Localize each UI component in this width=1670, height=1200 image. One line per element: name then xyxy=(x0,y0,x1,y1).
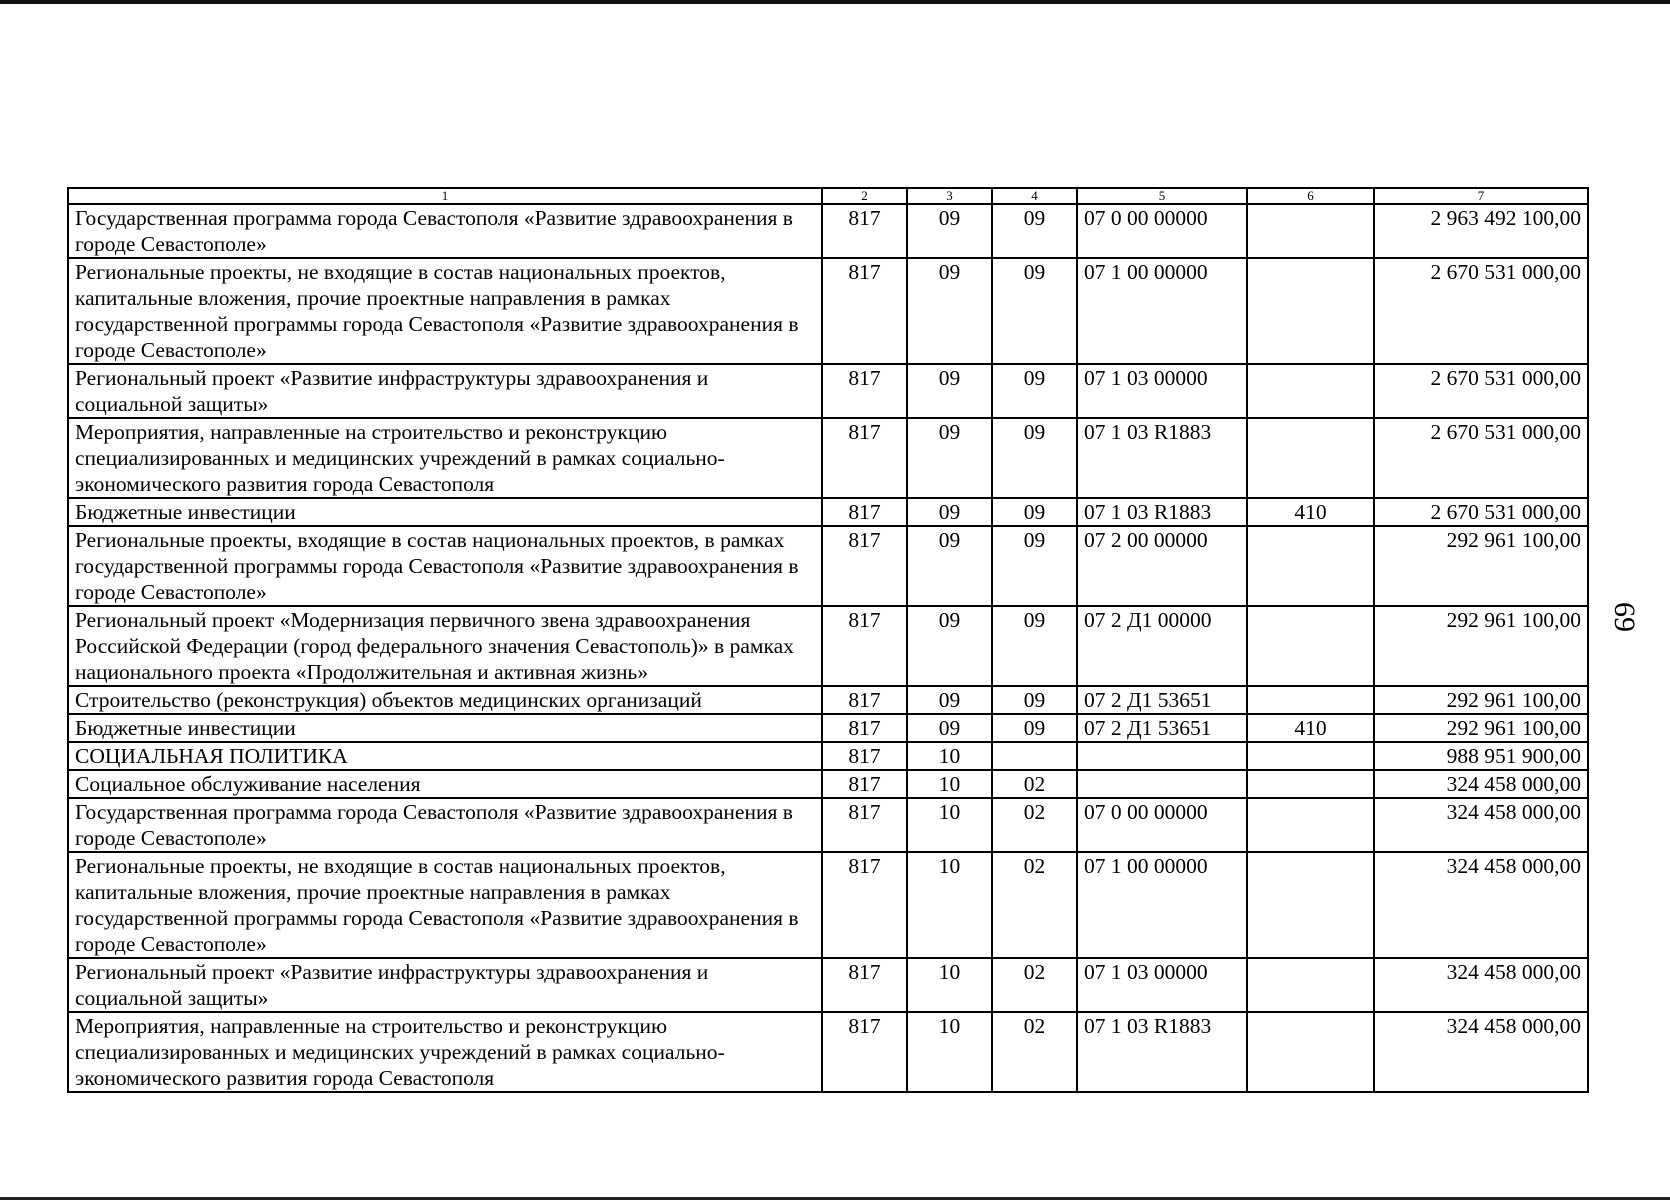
row-name-cell: Строительство (реконструкция) объектов медицинских организаций xyxy=(68,686,822,714)
row-name-cell: Региональный проект «Развитие инфраструктуры здравоохранения и социальной защиты» xyxy=(68,364,822,418)
target-article-cell xyxy=(1077,770,1247,798)
target-article-cell: 07 2 Д1 00000 xyxy=(1077,606,1247,686)
grbs-code-cell: 817 xyxy=(822,418,907,498)
subsection-code-cell: 09 xyxy=(992,714,1077,742)
row-name-cell: Бюджетные инвестиции xyxy=(68,714,822,742)
expense-type-cell xyxy=(1247,770,1374,798)
target-article-cell: 07 1 03 R1883 xyxy=(1077,418,1247,498)
table-row xyxy=(68,1012,1588,1092)
amount-cell: 2 670 531 000,00 xyxy=(1374,364,1588,418)
table-row xyxy=(68,364,1588,418)
grbs-code-cell: 817 xyxy=(822,606,907,686)
amount-cell: 2 963 492 100,00 xyxy=(1374,204,1588,258)
grbs-code-cell: 817 xyxy=(822,258,907,364)
amount-cell: 2 670 531 000,00 xyxy=(1374,258,1588,364)
subsection-code-cell: 09 xyxy=(992,526,1077,606)
column-number: 7 xyxy=(1374,188,1588,204)
budget-table xyxy=(67,187,1589,1093)
target-article-cell: 07 1 03 00000 xyxy=(1077,958,1247,1012)
amount-cell: 292 961 100,00 xyxy=(1374,526,1588,606)
column-number: 6 xyxy=(1247,188,1374,204)
grbs-code-cell: 817 xyxy=(822,770,907,798)
section-code-cell: 09 xyxy=(907,418,992,498)
amount-cell: 2 670 531 000,00 xyxy=(1374,498,1588,526)
expense-type-cell xyxy=(1247,798,1374,852)
subsection-code-cell: 09 xyxy=(992,498,1077,526)
column-number: 2 xyxy=(822,188,907,204)
table-row xyxy=(68,852,1588,958)
table-row xyxy=(68,686,1588,714)
column-number: 5 xyxy=(1077,188,1247,204)
subsection-code-cell: 09 xyxy=(992,418,1077,498)
amount-cell: 324 458 000,00 xyxy=(1374,770,1588,798)
section-code-cell: 09 xyxy=(907,204,992,258)
section-code-cell: 10 xyxy=(907,852,992,958)
row-name-cell: Региональные проекты, не входящие в состав национальных проектов, капитальные вложения, прочие проектные направления в рамках государственной программы города Севастополя «Развитие здравоохранения в городе Севастополе» xyxy=(68,852,822,958)
section-code-cell: 09 xyxy=(907,714,992,742)
expense-type-cell xyxy=(1247,1012,1374,1092)
table-row xyxy=(68,418,1588,498)
target-article-cell: 07 2 00 00000 xyxy=(1077,526,1247,606)
subsection-code-cell: 02 xyxy=(992,770,1077,798)
section-code-cell: 09 xyxy=(907,364,992,418)
target-article-cell xyxy=(1077,742,1247,770)
table-body xyxy=(68,188,1588,1092)
expense-type-cell xyxy=(1247,958,1374,1012)
grbs-code-cell: 817 xyxy=(822,714,907,742)
section-code-cell: 09 xyxy=(907,686,992,714)
amount-cell: 292 961 100,00 xyxy=(1374,714,1588,742)
column-number: 4 xyxy=(992,188,1077,204)
row-name-cell: Региональный проект «Модернизация первичного звена здравоохранения Российской Федерации (город федерального значения Севастополь)» в рамках национального проекта «Продолжительная и активная жизнь» xyxy=(68,606,822,686)
column-number: 1 xyxy=(68,188,822,204)
target-article-cell: 07 2 Д1 53651 xyxy=(1077,714,1247,742)
amount-cell: 324 458 000,00 xyxy=(1374,958,1588,1012)
scan-edge-top xyxy=(0,0,1670,4)
row-name-cell: Государственная программа города Севастополя «Развитие здравоохранения в городе Севастополе» xyxy=(68,204,822,258)
table-row xyxy=(68,742,1588,770)
expense-type-cell xyxy=(1247,852,1374,958)
expense-type-cell xyxy=(1247,364,1374,418)
expense-type-cell: 410 xyxy=(1247,714,1374,742)
row-name-cell: Региональные проекты, не входящие в состав национальных проектов, капитальные вложения, прочие проектные направления в рамках государственной программы города Севастополя «Развитие здравоохранения в городе Севастополе» xyxy=(68,258,822,364)
expense-type-cell xyxy=(1247,526,1374,606)
row-name-cell: Региональный проект «Развитие инфраструктуры здравоохранения и социальной защиты» xyxy=(68,958,822,1012)
row-name-cell: СОЦИАЛЬНАЯ ПОЛИТИКА xyxy=(68,742,822,770)
grbs-code-cell: 817 xyxy=(822,364,907,418)
table-row xyxy=(68,204,1588,258)
target-article-cell: 07 1 03 00000 xyxy=(1077,364,1247,418)
subsection-code-cell: 02 xyxy=(992,1012,1077,1092)
target-article-cell: 07 0 00 00000 xyxy=(1077,204,1247,258)
section-code-cell: 10 xyxy=(907,1012,992,1092)
expense-type-cell xyxy=(1247,418,1374,498)
expense-type-cell xyxy=(1247,204,1374,258)
grbs-code-cell: 817 xyxy=(822,526,907,606)
target-article-cell: 07 2 Д1 53651 xyxy=(1077,686,1247,714)
section-code-cell: 10 xyxy=(907,770,992,798)
row-name-cell: Мероприятия, направленные на строительство и реконструкцию специализированных и медицинских учреждений в рамках социально-экономического развития города Севастополя xyxy=(68,418,822,498)
grbs-code-cell: 817 xyxy=(822,1012,907,1092)
table-row xyxy=(68,770,1588,798)
section-code-cell: 09 xyxy=(907,606,992,686)
expense-type-cell xyxy=(1247,606,1374,686)
row-name-cell: Мероприятия, направленные на строительство и реконструкцию специализированных и медицинских учреждений в рамках социально-экономического развития города Севастополя xyxy=(68,1012,822,1092)
grbs-code-cell: 817 xyxy=(822,686,907,714)
table-row xyxy=(68,526,1588,606)
column-number-row xyxy=(68,188,1588,204)
row-name-cell: Бюджетные инвестиции xyxy=(68,498,822,526)
table-row xyxy=(68,958,1588,1012)
section-code-cell: 10 xyxy=(907,742,992,770)
row-name-cell: Социальное обслуживание населения xyxy=(68,770,822,798)
table-row xyxy=(68,714,1588,742)
amount-cell: 988 951 900,00 xyxy=(1374,742,1588,770)
subsection-code-cell: 09 xyxy=(992,686,1077,714)
grbs-code-cell: 817 xyxy=(822,204,907,258)
target-article-cell: 07 1 00 00000 xyxy=(1077,852,1247,958)
row-name-cell: Государственная программа города Севастополя «Развитие здравоохранения в городе Севастополе» xyxy=(68,798,822,852)
section-code-cell: 09 xyxy=(907,258,992,364)
section-code-cell: 09 xyxy=(907,526,992,606)
column-number: 3 xyxy=(907,188,992,204)
table-row xyxy=(68,606,1588,686)
row-name-cell: Региональные проекты, входящие в состав национальных проектов, в рамках государственной программы города Севастополя «Развитие здравоохранения в городе Севастополе» xyxy=(68,526,822,606)
table-row xyxy=(68,258,1588,364)
amount-cell: 2 670 531 000,00 xyxy=(1374,418,1588,498)
grbs-code-cell: 817 xyxy=(822,958,907,1012)
amount-cell: 324 458 000,00 xyxy=(1374,1012,1588,1092)
amount-cell: 292 961 100,00 xyxy=(1374,606,1588,686)
section-code-cell: 10 xyxy=(907,798,992,852)
subsection-code-cell: 09 xyxy=(992,606,1077,686)
target-article-cell: 07 1 03 R1883 xyxy=(1077,1012,1247,1092)
subsection-code-cell: 09 xyxy=(992,204,1077,258)
section-code-cell: 10 xyxy=(907,958,992,1012)
target-article-cell: 07 1 00 00000 xyxy=(1077,258,1247,364)
target-article-cell: 07 0 00 00000 xyxy=(1077,798,1247,852)
subsection-code-cell: 02 xyxy=(992,958,1077,1012)
grbs-code-cell: 817 xyxy=(822,798,907,852)
grbs-code-cell: 817 xyxy=(822,852,907,958)
subsection-code-cell: 02 xyxy=(992,852,1077,958)
expense-type-cell: 410 xyxy=(1247,498,1374,526)
expense-type-cell xyxy=(1247,742,1374,770)
grbs-code-cell: 817 xyxy=(822,498,907,526)
subsection-code-cell xyxy=(992,742,1077,770)
table-row xyxy=(68,498,1588,526)
table-row xyxy=(68,798,1588,852)
target-article-cell: 07 1 03 R1883 xyxy=(1077,498,1247,526)
expense-type-cell xyxy=(1247,686,1374,714)
section-code-cell: 09 xyxy=(907,498,992,526)
subsection-code-cell: 09 xyxy=(992,364,1077,418)
grbs-code-cell: 817 xyxy=(822,742,907,770)
page-number: 69 xyxy=(1608,602,1641,632)
expense-type-cell xyxy=(1247,258,1374,364)
amount-cell: 324 458 000,00 xyxy=(1374,798,1588,852)
subsection-code-cell: 02 xyxy=(992,798,1077,852)
amount-cell: 292 961 100,00 xyxy=(1374,686,1588,714)
amount-cell: 324 458 000,00 xyxy=(1374,852,1588,958)
subsection-code-cell: 09 xyxy=(992,258,1077,364)
